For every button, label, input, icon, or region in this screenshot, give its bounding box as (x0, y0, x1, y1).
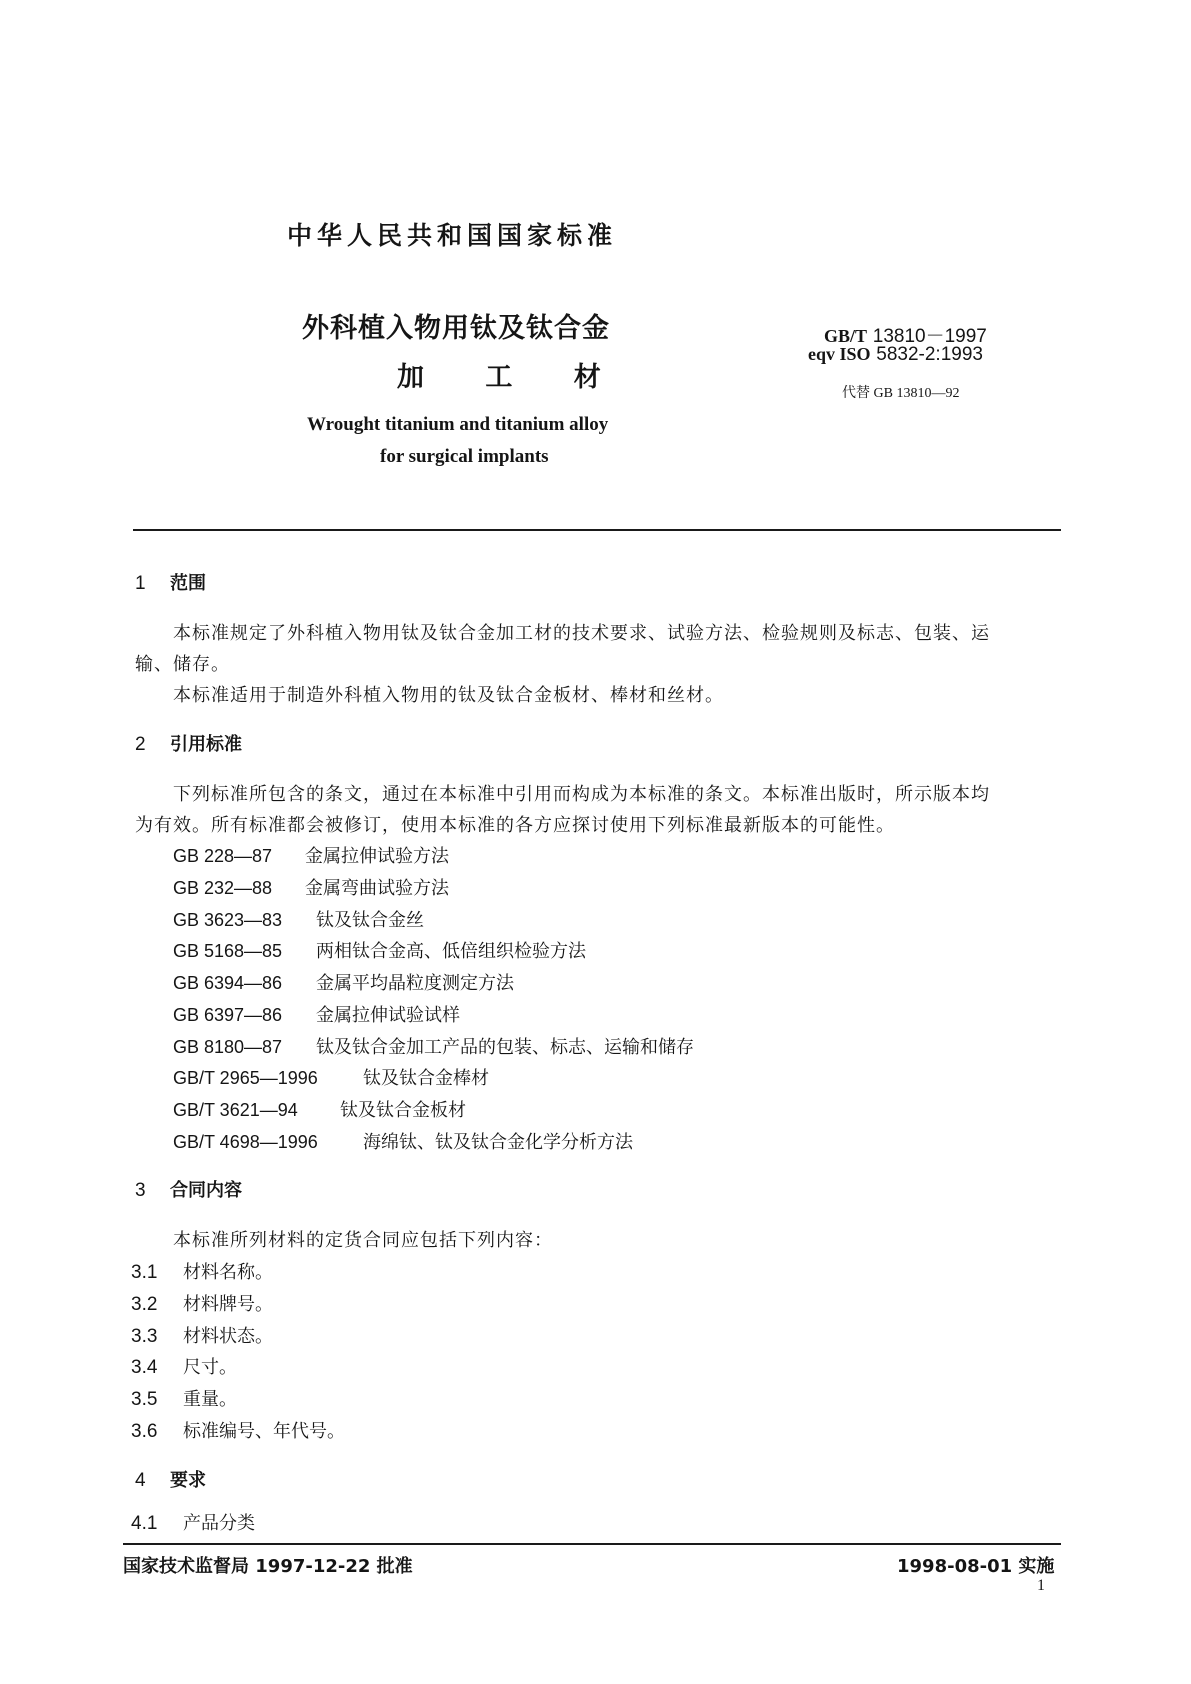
section-number: 4 (135, 1470, 146, 1491)
contract-item (131, 1385, 237, 1411)
reference-title: 海绵钛、钛及钛合金化学分析方法 (363, 1132, 633, 1153)
section-number: 2 (135, 734, 146, 755)
subsection-heading (131, 1509, 255, 1535)
reference-code: GB 5168—85 (173, 941, 283, 961)
contract-intro: 本标准所列材料的定货合同应包括下列内容： (173, 1230, 553, 1251)
reference-code: GB 3623—83 (173, 910, 283, 930)
item-text: 材料牌号。 (183, 1294, 273, 1315)
item-number: 3.6 (131, 1421, 158, 1442)
header-divider (133, 529, 1061, 531)
references-paragraph-line2: 为有效。所有标准都会被修订，使用本标准的各方应探讨使用下列标准最新版本的可能性。 (135, 815, 895, 836)
reference-title: 钛及钛合金板材 (340, 1100, 466, 1121)
reference-code: GB 8180—87 (173, 1037, 283, 1057)
section-number: 1 (135, 573, 146, 594)
item-number: 3.5 (131, 1389, 158, 1410)
item-number: 3.1 (131, 1262, 158, 1283)
item-text: 标准编号、年代号。 (183, 1421, 345, 1442)
scope-paragraph-2: 本标准适用于制造外科植入物用的钛及钛合金板材、棒材和丝材。 (173, 685, 724, 706)
equivalent-standard-prefix: eqv ISO (808, 344, 871, 364)
item-text: 材料状态。 (183, 1326, 273, 1347)
contract-item (131, 1322, 273, 1348)
reference-code: GB 232—88 (173, 878, 273, 898)
footer-divider (123, 1543, 1061, 1545)
reference-title: 两相钛合金高、低倍组织检验方法 (316, 941, 586, 962)
contract-item (131, 1417, 345, 1443)
approval-info: 国家技术监督局 1997-12-22 批准 (123, 1556, 413, 1577)
contract-item (131, 1290, 273, 1316)
section-number: 3 (135, 1180, 146, 1201)
reference-item (173, 906, 424, 932)
standard-code-prefix: GB/T (824, 326, 868, 346)
reference-item (173, 969, 514, 995)
reference-title: 金属弯曲试验方法 (305, 878, 449, 899)
section-heading-contract (135, 1176, 242, 1202)
standard-code-number: 13810－1997 (872, 326, 987, 347)
item-number: 3.3 (131, 1326, 158, 1347)
scope-paragraph-line2: 输、储存。 (135, 654, 230, 675)
subsection-title: 产品分类 (183, 1513, 255, 1534)
reference-title: 金属拉伸试验方法 (305, 846, 449, 867)
reference-code: GB/T 3621—94 (173, 1100, 298, 1120)
reference-title: 钛及钛合金棒材 (363, 1068, 489, 1089)
section-title: 合同内容 (170, 1180, 242, 1201)
english-title-line1: Wrought titanium and titanium alloy (307, 414, 609, 435)
equivalent-standard-number: 5832-2:1993 (876, 344, 983, 365)
contract-item (131, 1353, 237, 1379)
item-number: 3.2 (131, 1294, 158, 1315)
reference-item (173, 842, 449, 868)
item-text: 重量。 (183, 1389, 237, 1410)
reference-item (173, 1096, 466, 1122)
section-title: 范围 (170, 573, 206, 594)
subsection-number: 4.1 (131, 1513, 158, 1534)
scope-paragraph-line1: 本标准规定了外科植入物用钛及钛合金加工材的技术要求、试验方法、检验规则及标志、包装、运 (173, 623, 990, 644)
reference-code: GB 228—87 (173, 846, 273, 866)
page-number: 1 (1037, 1577, 1045, 1594)
document-title-line2: 加 工 材 (397, 362, 627, 393)
section-title: 要求 (170, 1470, 206, 1491)
replaces-standard: 代替 GB 13810—92 (842, 386, 960, 401)
reference-code: GB/T 4698—1996 (173, 1132, 318, 1152)
reference-title: 钛及钛合金加工产品的包装、标志、运输和储存 (316, 1037, 694, 1058)
english-title-line2: for surgical implants (380, 446, 549, 467)
nation-standard-title: 中华人民共和国国家标准 (287, 221, 618, 250)
reference-title: 金属平均晶粒度测定方法 (316, 973, 514, 994)
reference-item (173, 874, 449, 900)
reference-item (173, 937, 586, 963)
reference-title: 金属拉伸试验试样 (316, 1005, 460, 1026)
item-number: 3.4 (131, 1357, 158, 1378)
reference-code: GB 6397—86 (173, 1005, 283, 1025)
equivalent-standard (808, 344, 983, 366)
reference-code: GB/T 2965—1996 (173, 1068, 318, 1088)
reference-item (173, 1128, 633, 1154)
reference-item (173, 1064, 489, 1090)
implementation-info: 1998-08-01 实施 (897, 1556, 1055, 1577)
section-title: 引用标准 (170, 734, 242, 755)
reference-code: GB 6394—86 (173, 973, 283, 993)
reference-item (173, 1033, 694, 1059)
section-heading-references (135, 730, 242, 756)
document-title-line1: 外科植入物用钛及钛合金 (302, 313, 610, 344)
reference-item (173, 1001, 460, 1027)
item-text: 尺寸。 (183, 1357, 237, 1378)
contract-item (131, 1258, 273, 1284)
reference-title: 钛及钛合金丝 (316, 910, 424, 931)
section-heading-requirements (135, 1466, 206, 1492)
section-heading-scope (135, 569, 206, 595)
references-paragraph-line1: 下列标准所包含的条文，通过在本标准中引用而构成为本标准的条文。本标准出版时，所示版本均 (173, 784, 990, 805)
item-text: 材料名称。 (183, 1262, 273, 1283)
